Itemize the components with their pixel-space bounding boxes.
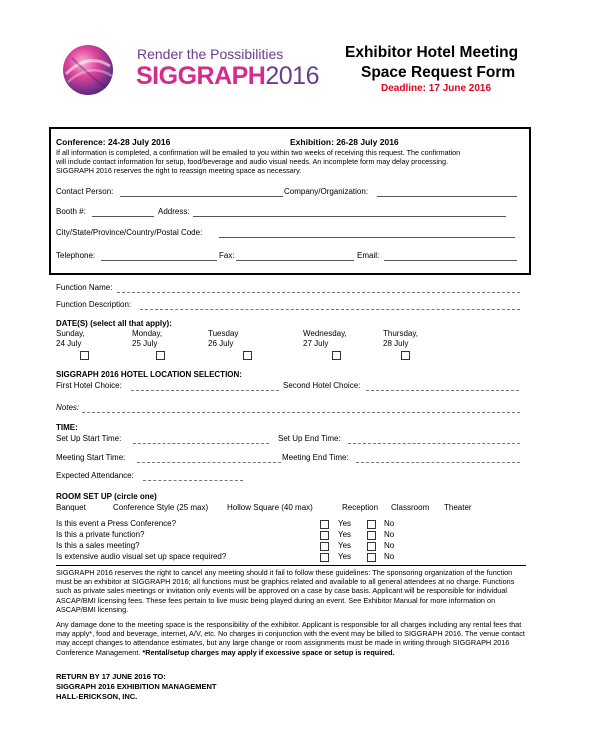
function-name-label: Function Name: (56, 283, 113, 292)
telephone-label: Telephone: (56, 251, 96, 260)
yes-label: Yes (338, 519, 352, 528)
return-line-2: SIGGRAPH 2016 EXHIBITION MANAGEMENT (56, 682, 217, 691)
return-line-1: RETURN BY 17 JUNE 2016 TO: (56, 672, 166, 681)
siggraph-logo (62, 40, 319, 100)
question-text: Is this a private function? (56, 530, 145, 539)
no-label: No (384, 530, 395, 539)
logo-year: 2016 (265, 62, 319, 90)
terms-paragraph-2 (56, 620, 530, 657)
hotel-heading: SIGGRAPH 2016 HOTEL LOCATION SELECTION: (56, 370, 242, 379)
no-label: No (384, 552, 395, 561)
question-no-checkbox[interactable] (367, 531, 376, 540)
date-checkbox-26[interactable] (243, 351, 252, 360)
intro-line-2: will include contact information for setup, food/beverage and audio visual needs. An incomplete form may delay processing. (56, 157, 448, 166)
terms-paragraph-1: SIGGRAPH 2016 reserves the right to cancel any meeting should it fail to follow these guidelines: The sponsoring organization of the function must be an exhibitor at SIGGRAPH 2016; all functions must be graphics related and available to all general attendees at no charge. Functions such as private sales meetings or invitation only events will be approved on a case by case basis. Applicant will be responsible for individual ASCAP/BMI licensing fees. These fees pertain to live music being played during an event. See Exhibitor Manual for more information on ASCAP/BMI licensing. (56, 568, 515, 614)
first-hotel-field[interactable] (131, 390, 279, 391)
terms-paragraph-2-text: Any damage done to the meeting space is the responsibility of the exhibitor. Applicant is responsible for all charges including any rental fees that may apply*, food and beverage, internet, A/V, etc. No charges in conjunction with the event may be billed to SIGGRAPH 2016. The venue contact may accept changes to attendance estimates, but any large change or room assignments must be made in writing through SIGGRAPH 2016 Conference Management. (56, 620, 525, 657)
form-title-line2: Space Request Form (361, 64, 516, 81)
setup-start-label: Set Up Start Time: (56, 434, 122, 443)
setup-end-label: Set Up End Time: (278, 434, 341, 443)
meeting-end-label: Meeting End Time: (282, 453, 349, 462)
attendance-field[interactable] (143, 480, 243, 481)
date-day: Thursday, (383, 329, 418, 338)
company-label: Company/Organization: (284, 187, 369, 196)
city-label: City/State/Province/Country/Postal Code: (56, 228, 203, 237)
company-field[interactable] (377, 196, 517, 197)
date-day: Sunday, (56, 329, 85, 338)
room-option-hollow-square[interactable]: Hollow Square (40 max) (227, 503, 313, 512)
address-field[interactable] (193, 216, 506, 217)
email-label: Email: (357, 251, 380, 260)
intro-line-3: SIGGRAPH 2016 reserves the right to reassign meeting space as necessary. (56, 166, 302, 175)
date-date: 24 July (56, 339, 82, 348)
question-text: Is this a sales meeting? (56, 541, 140, 550)
no-label: No (384, 519, 395, 528)
meeting-start-field[interactable] (137, 462, 281, 463)
dates-heading: DATE(S) (select all that apply): (56, 319, 172, 328)
date-date: 28 July (383, 339, 409, 348)
conference-dates: Conference: 24-28 July 2016 (56, 137, 171, 147)
contact-person-label: Contact Person: (56, 187, 114, 196)
function-desc-field[interactable] (140, 309, 520, 310)
second-hotel-field[interactable] (366, 390, 519, 391)
question-text: Is extensive audio visual set up space required? (56, 552, 227, 561)
question-yes-checkbox[interactable] (320, 520, 329, 529)
form-title-line1: Exhibitor Hotel Meeting (345, 44, 519, 61)
room-heading: ROOM SET UP (circle one) (56, 492, 157, 501)
return-line-3: HALL-ERICKSON, INC. (56, 692, 138, 701)
setup-start-field[interactable] (133, 443, 269, 444)
booth-field[interactable] (92, 216, 154, 217)
date-day: Tuesday (208, 329, 239, 338)
room-option-theater[interactable]: Theater (444, 503, 472, 512)
booth-label: Booth #: (56, 207, 86, 216)
fax-label: Fax: (219, 251, 235, 260)
date-date: 26 July (208, 339, 234, 348)
fax-field[interactable] (236, 260, 354, 261)
logo-tagline: Render the Possibilities (137, 46, 284, 62)
intro-line-1: If all information is completed, a confirmation will be emailed to you within two weeks of receiving this request. The confirmation (56, 148, 461, 157)
logo-brand: SIGGRAPH (136, 62, 266, 90)
function-desc-label: Function Description: (56, 300, 132, 309)
logo-orb-icon (62, 44, 114, 96)
deadline-text: Deadline: 17 June 2016 (381, 83, 492, 94)
meeting-end-field[interactable] (356, 462, 520, 463)
room-option-conference[interactable]: Conference Style (25 max) (113, 503, 209, 512)
exhibition-dates: Exhibition: 26-28 July 2016 (290, 137, 399, 147)
contact-person-field[interactable] (120, 196, 283, 197)
date-checkbox-24[interactable] (80, 351, 89, 360)
meeting-start-label: Meeting Start Time: (56, 453, 126, 462)
question-no-checkbox[interactable] (367, 542, 376, 551)
question-yes-checkbox[interactable] (320, 531, 329, 540)
telephone-field[interactable] (101, 260, 217, 261)
terms-divider (56, 565, 526, 566)
first-hotel-label: First Hotel Choice: (56, 381, 122, 390)
yes-label: Yes (338, 541, 352, 550)
function-name-field[interactable] (117, 292, 520, 293)
date-date: 27 July (303, 339, 329, 348)
question-yes-checkbox[interactable] (320, 542, 329, 551)
question-no-checkbox[interactable] (367, 553, 376, 562)
question-text: Is this event a Press Conference? (56, 519, 177, 528)
question-no-checkbox[interactable] (367, 520, 376, 529)
no-label: No (384, 541, 395, 550)
date-date: 25 July (132, 339, 158, 348)
yes-label: Yes (338, 552, 352, 561)
room-option-banquet[interactable]: Banquet (56, 503, 86, 512)
notes-field[interactable] (82, 412, 520, 413)
date-day: Monday, (132, 329, 163, 338)
date-checkbox-28[interactable] (401, 351, 410, 360)
question-yes-checkbox[interactable] (320, 553, 329, 562)
second-hotel-label: Second Hotel Choice: (283, 381, 361, 390)
attendance-label: Expected Attendance: (56, 471, 134, 480)
date-checkbox-27[interactable] (332, 351, 341, 360)
terms-paragraph-2-bold: *Rental/setup charges may apply if excessive space or setup is required. (142, 647, 395, 657)
yes-label: Yes (338, 530, 352, 539)
email-field[interactable] (384, 260, 517, 261)
setup-end-field[interactable] (348, 443, 520, 444)
room-option-classroom[interactable]: Classroom (391, 503, 430, 512)
date-day: Wednesday, (303, 329, 347, 338)
notes-label: Notes: (56, 403, 80, 412)
room-option-reception[interactable]: Reception (342, 503, 379, 512)
city-field[interactable] (219, 237, 515, 238)
time-heading: TIME: (56, 423, 78, 432)
date-checkbox-25[interactable] (156, 351, 165, 360)
address-label: Address: (158, 207, 190, 216)
